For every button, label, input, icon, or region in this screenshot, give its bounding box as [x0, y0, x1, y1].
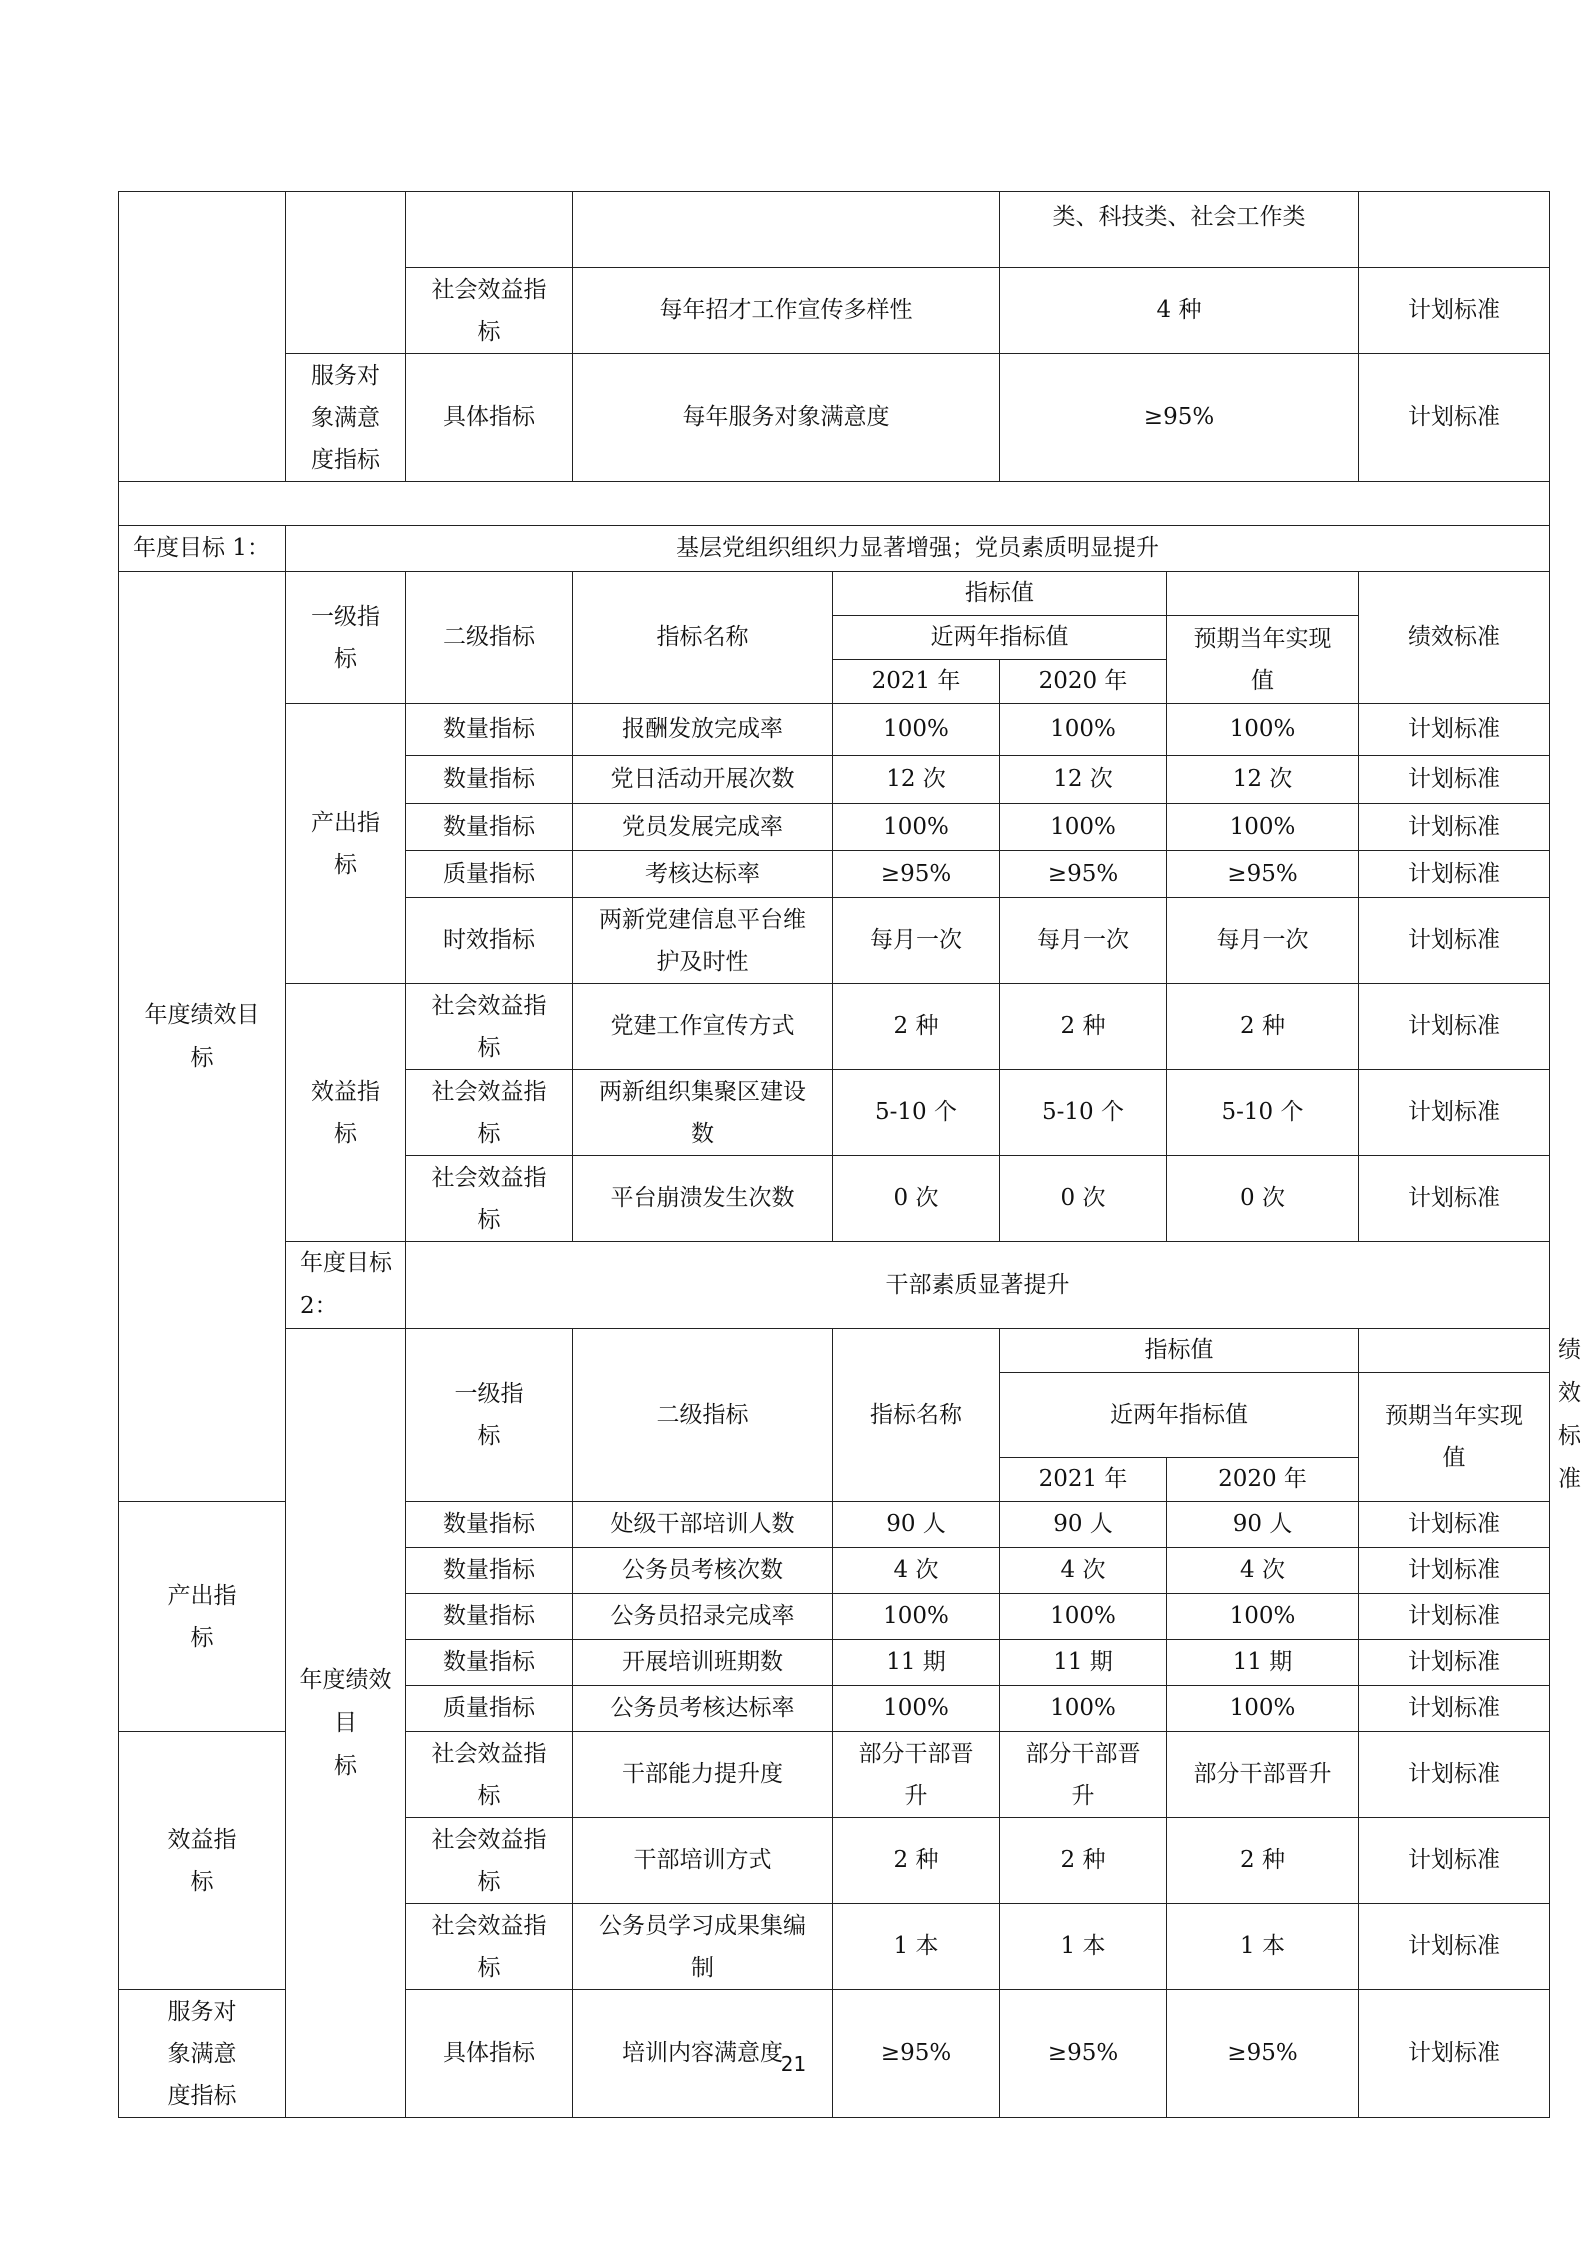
section-label: 年度绩效目 标 — [286, 1329, 406, 2118]
table-row — [119, 704, 1550, 756]
level2-cell: 社会效益指 标 — [406, 1904, 573, 1990]
value-2021-cell: 0 次 — [833, 1156, 1000, 1242]
goal-text: 干部素质显著提升 — [406, 1242, 1550, 1329]
expected-cell: 100% — [1167, 1594, 1359, 1640]
value-2021-cell: 90 人 — [833, 1502, 1000, 1548]
standard-cell: 计划标准 — [1359, 1548, 1550, 1594]
name-cell: 两新组织集聚区建设 数 — [573, 1070, 833, 1156]
level2-cell: 社会效益指 标 — [406, 1070, 573, 1156]
header-level1: 一级指 标 — [286, 572, 406, 704]
indicator-value-cell: 4 种 — [1000, 268, 1359, 354]
value-2020-cell: 0 次 — [1000, 1156, 1167, 1242]
level2-cell: 数量指标 — [406, 704, 573, 756]
value-2021-cell: 100% — [833, 804, 1000, 851]
level1-indicator-cell: 服务对 象满意 度指标 — [286, 354, 406, 482]
header-year-2021: 2021 年 — [1000, 1458, 1167, 1502]
name-cell: 党日活动开展次数 — [573, 756, 833, 804]
value-2020-cell: 100% — [1000, 1594, 1167, 1640]
standard-cell: 计划标准 — [1359, 1904, 1550, 1990]
spacer-row — [119, 482, 1550, 526]
performance-standard-cell: 计划标准 — [1359, 354, 1550, 482]
level2-cell: 社会效益指 标 — [406, 984, 573, 1070]
name-cell: 两新党建信息平台维 护及时性 — [573, 898, 833, 984]
name-cell: 党员发展完成率 — [573, 804, 833, 851]
value-2021-cell: ≥95% — [833, 1990, 1000, 2118]
name-cell: 公务员学习成果集编 制 — [573, 1904, 833, 1990]
standard-cell: 计划标准 — [1359, 1990, 1550, 2118]
empty-cell — [573, 192, 1000, 268]
group-label: 产出指 标 — [286, 704, 406, 984]
header-level1: 一级指 标 — [406, 1329, 573, 1502]
name-cell: 公务员考核达标率 — [573, 1686, 833, 1732]
value-2021-cell: 100% — [833, 1594, 1000, 1640]
standard-cell: 计划标准 — [1359, 851, 1550, 898]
empty-cell — [119, 482, 1550, 526]
standard-cell: 计划标准 — [1359, 1640, 1550, 1686]
value-2020-cell: 每月一次 — [1000, 898, 1167, 984]
value-2021-cell: ≥95% — [833, 851, 1000, 898]
level2-cell: 数量指标 — [406, 1548, 573, 1594]
value-2020-cell: 100% — [1000, 1686, 1167, 1732]
standard-cell: 计划标准 — [1359, 1732, 1550, 1818]
value-2020-cell: 1 本 — [1000, 1904, 1167, 1990]
standard-cell: 计划标准 — [1359, 898, 1550, 984]
name-cell: 公务员招录完成率 — [573, 1594, 833, 1640]
standard-cell: 计划标准 — [1359, 1594, 1550, 1640]
indicator-name-cell: 每年招才工作宣传多样性 — [573, 268, 1000, 354]
header-year-2021: 2021 年 — [833, 660, 1000, 704]
name-cell: 公务员考核次数 — [573, 1548, 833, 1594]
level2-indicator-cell: 社会效益指 标 — [406, 268, 573, 354]
value-2021-cell: 2 种 — [833, 1818, 1000, 1904]
level2-cell: 社会效益指 标 — [406, 1156, 573, 1242]
level2-indicator-cell: 具体指标 — [406, 354, 573, 482]
name-cell: 处级干部培训人数 — [573, 1502, 833, 1548]
empty-cell — [119, 192, 286, 482]
table-row — [119, 354, 1550, 482]
goal-label: 年度目标 2： — [286, 1242, 406, 1329]
header-recent-years: 近两年指标值 — [1000, 1373, 1359, 1458]
standard-cell: 计划标准 — [1359, 1818, 1550, 1904]
value-2021-cell: 1 本 — [833, 1904, 1000, 1990]
header-year-2020: 2020 年 — [1000, 660, 1167, 704]
value-2021-cell: 100% — [833, 704, 1000, 756]
value-2020-cell: 90 人 — [1000, 1502, 1167, 1548]
value-2021-cell: 11 期 — [833, 1640, 1000, 1686]
page-number: 21 — [780, 2052, 807, 2076]
goal-text: 基层党组织组织力显著增强；党员素质明显提升 — [286, 526, 1550, 572]
expected-cell: 2 种 — [1167, 984, 1359, 1070]
name-cell: 开展培训班期数 — [573, 1640, 833, 1686]
header-level2: 二级指标 — [406, 572, 573, 704]
level2-cell: 时效指标 — [406, 898, 573, 984]
group-label: 效益指 标 — [119, 1732, 286, 1990]
value-2020-cell: ≥95% — [1000, 1990, 1167, 2118]
level2-cell: 数量指标 — [406, 1594, 573, 1640]
empty-cell — [286, 192, 406, 354]
value-2021-cell: 4 次 — [833, 1548, 1000, 1594]
expected-cell: 2 种 — [1167, 1818, 1359, 1904]
value-2020-cell: 100% — [1000, 704, 1167, 756]
goal-title-row — [119, 1242, 1550, 1329]
level2-cell: 数量指标 — [406, 804, 573, 851]
table-header-row — [119, 572, 1550, 616]
expected-cell: 0 次 — [1167, 1156, 1359, 1242]
standard-cell: 计划标准 — [1359, 1156, 1550, 1242]
goal-title-row — [119, 526, 1550, 572]
table-row — [119, 984, 1550, 1070]
header-standard: 绩效标准 — [1359, 572, 1550, 704]
header-expected: 预期当年实现 值 — [1167, 616, 1359, 704]
name-cell: 干部能力提升度 — [573, 1732, 833, 1818]
value-2020-cell: 12 次 — [1000, 756, 1167, 804]
value-2020-cell: 5-10 个 — [1000, 1070, 1167, 1156]
expected-cell: 1 本 — [1167, 1904, 1359, 1990]
header-year-2020: 2020 年 — [1167, 1458, 1359, 1502]
expected-cell: 100% — [1167, 804, 1359, 851]
value-2020-cell: 部分干部晋 升 — [1000, 1732, 1167, 1818]
value-2020-cell: 2 种 — [1000, 984, 1167, 1070]
value-2020-cell: 11 期 — [1000, 1640, 1167, 1686]
expected-cell: 12 次 — [1167, 756, 1359, 804]
standard-cell: 计划标准 — [1359, 1502, 1550, 1548]
level2-cell: 质量指标 — [406, 1686, 573, 1732]
group-label: 效益指 标 — [286, 984, 406, 1242]
value-2021-cell: 12 次 — [833, 756, 1000, 804]
header-expected: 预期当年实现 值 — [1359, 1373, 1550, 1502]
level2-cell: 数量指标 — [406, 756, 573, 804]
expected-cell: 11 期 — [1167, 1640, 1359, 1686]
empty-cell — [1167, 572, 1359, 616]
name-cell: 干部培训方式 — [573, 1818, 833, 1904]
value-2021-cell: 100% — [833, 1686, 1000, 1732]
performance-goals-table — [118, 191, 1581, 2118]
expected-cell: ≥95% — [1167, 1990, 1359, 2118]
value-2021-cell: 2 种 — [833, 984, 1000, 1070]
table-header-row: 年度绩效目 标 一级指 标 二级指标 指标名称 指标值 绩效标准 — [119, 1329, 1550, 1373]
value-2021-cell: 5-10 个 — [833, 1070, 1000, 1156]
value-2021-cell: 每月一次 — [833, 898, 1000, 984]
empty-cell — [1359, 192, 1550, 268]
group-label: 产出指 标 — [119, 1502, 286, 1732]
expected-cell: 100% — [1167, 1686, 1359, 1732]
group-label: 服务对 象满意 度指标 — [119, 1990, 286, 2118]
value-2021-cell: 部分干部晋 升 — [833, 1732, 1000, 1818]
level2-cell: 数量指标 — [406, 1502, 573, 1548]
goal-label: 年度目标 1： — [119, 526, 286, 572]
standard-cell: 计划标准 — [1359, 804, 1550, 851]
value-2020-cell: 100% — [1000, 804, 1167, 851]
name-cell: 考核达标率 — [573, 851, 833, 898]
level2-cell: 质量指标 — [406, 851, 573, 898]
expected-cell: ≥95% — [1167, 851, 1359, 898]
expected-cell: 每月一次 — [1167, 898, 1359, 984]
name-cell: 平台崩溃发生次数 — [573, 1156, 833, 1242]
standard-cell: 计划标准 — [1359, 1070, 1550, 1156]
expected-cell: 部分干部晋升 — [1167, 1732, 1359, 1818]
header-recent-years: 近两年指标值 — [833, 616, 1167, 660]
expected-cell: 100% — [1167, 704, 1359, 756]
expected-cell: 5-10 个 — [1167, 1070, 1359, 1156]
standard-cell: 计划标准 — [1359, 704, 1550, 756]
indicator-name-cell: 每年服务对象满意度 — [573, 354, 1000, 482]
standard-cell: 计划标准 — [1359, 1686, 1550, 1732]
expected-cell: 90 人 — [1167, 1502, 1359, 1548]
empty-cell — [406, 192, 573, 268]
header-name: 指标名称 — [833, 1329, 1000, 1502]
value-2020-cell: 2 种 — [1000, 1818, 1167, 1904]
name-cell: 报酬发放完成率 — [573, 704, 833, 756]
standard-cell: 计划标准 — [1359, 984, 1550, 1070]
level2-cell: 数量指标 — [406, 1640, 573, 1686]
name-cell: 党建工作宣传方式 — [573, 984, 833, 1070]
section-label: 年度绩效目 标 — [119, 572, 286, 1502]
expected-cell: 4 次 — [1167, 1548, 1359, 1594]
header-value: 指标值 — [1000, 1329, 1359, 1373]
name-cell: 培训内容满意度 — [573, 1990, 833, 2118]
level2-cell: 社会效益指 标 — [406, 1732, 573, 1818]
value-2020-cell: 4 次 — [1000, 1548, 1167, 1594]
indicator-value-cell: 类、科技类、社会工作类 — [1000, 192, 1359, 268]
value-2020-cell: ≥95% — [1000, 851, 1167, 898]
performance-standard-cell: 计划标准 — [1359, 268, 1550, 354]
header-name: 指标名称 — [573, 572, 833, 704]
header-level2: 二级指标 — [573, 1329, 833, 1502]
level2-cell: 具体指标 — [406, 1990, 573, 2118]
indicator-value-cell: ≥95% — [1000, 354, 1359, 482]
table-row — [119, 192, 1550, 268]
standard-cell: 计划标准 — [1359, 756, 1550, 804]
header-value: 指标值 — [833, 572, 1167, 616]
empty-cell — [1359, 1329, 1550, 1373]
level2-cell: 社会效益指 标 — [406, 1818, 573, 1904]
